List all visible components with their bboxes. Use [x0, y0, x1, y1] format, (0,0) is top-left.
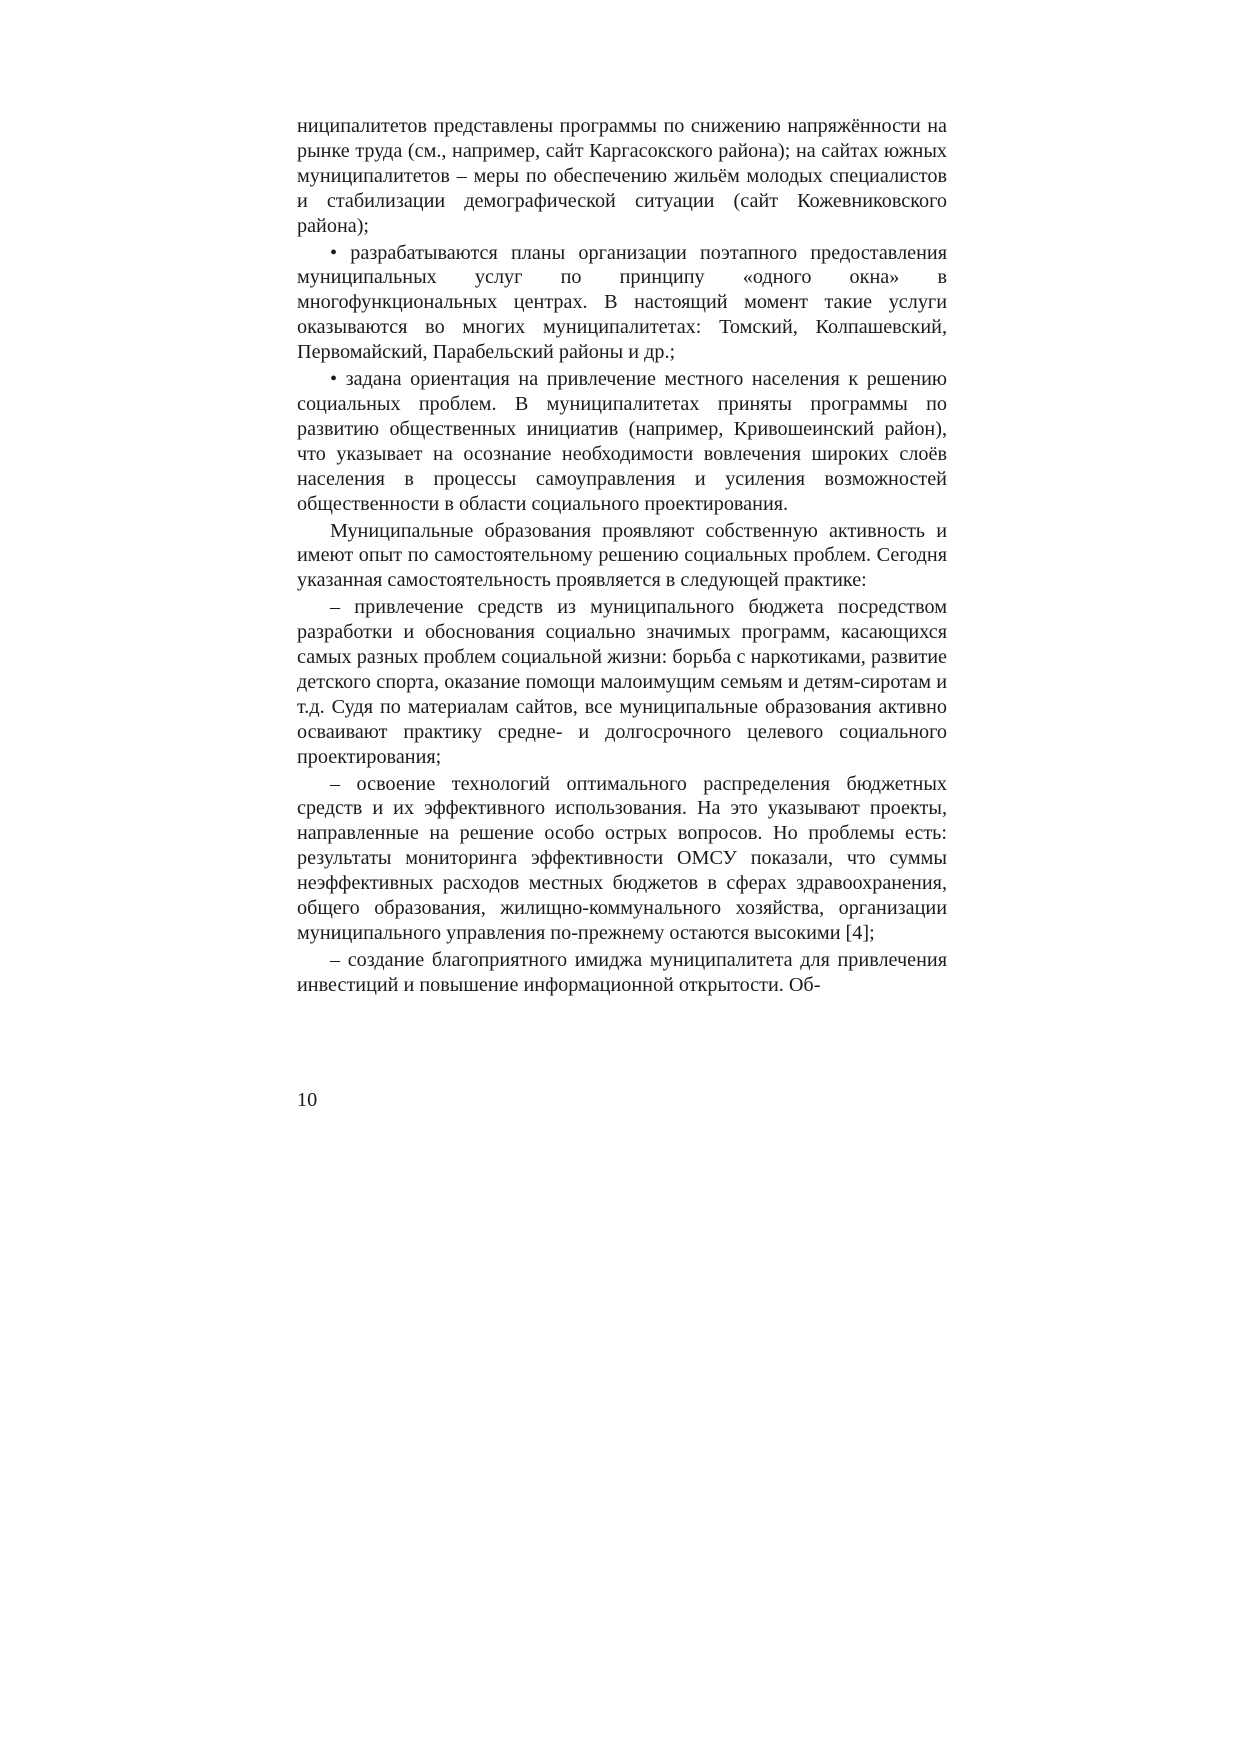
paragraph-dash-budget-technologies: – освоение технологий оптимального распределения бюджетных средств и их эффективного использования. На это указывают проекты, направленные на решение особо острых вопросов. Но проблемы есть: результаты мониторинга эффективности ОМСУ показали, что суммы неэффективных расходов местных бюджетов в сферах здравоохранения, общего образования, жилищно-коммунального хозяйства, организации муниципального управления по-прежнему остаются высокими [4]; — [297, 772, 947, 944]
paragraph-dash-budget-funds: – привлечение средств из муниципального бюджета посредством разработки и обоснования социально значимых программ, касающихся самых разных проблем социальной жизни: борьба с наркотиками, развитие детского спорта, оказание помощи малоимущим семьям и детям-сиротам и т.д. Судя по материалам сайтов, все муниципальные образования активно осваивают практику средне- и долгосрочного целевого социального проектирования; — [297, 596, 947, 768]
paragraph-continued: ниципалитетов представлены программы по снижению напряжённости на рынке труда (см., например, сайт Каргасокского района); на сайтах южных муниципалитетов – меры по обеспечению жильём молодых специалистов и стабилизации демографической ситуации (сайт Кожевниковского района); — [297, 115, 947, 237]
body-text — [297, 114, 947, 1000]
paragraph-bullet-one-window: • разрабатываются планы организации поэтапного предоставления муниципальных услуг по принципу «одного окна» в многофункциональных центрах. В настоящий момент такие услуги оказываются во многих муниципалитетах: Томский, Колпашевский, Первомайский, Парабельский районы и др.; — [297, 241, 947, 364]
paragraph-dash-image: – создание благоприятного имиджа муниципалитета для привлечения инвестиций и повышение информационной открытости. Об- — [297, 948, 947, 996]
page-number: 10 — [297, 1089, 318, 1111]
paragraph-bullet-local-population: • задана ориентация на привлечение местного населения к решению социальных проблем. В муниципалитетах приняты программы по развитию общественных инициатив (например, Кривошеинский район), что указывает на осознание необходимости вовлечения широких слоёв населения в процессы самоуправления и усиления возможностей общественности в области социального проектирования. — [297, 368, 947, 515]
paragraph-municipal-activity: Муниципальные образования проявляют собственную активность и имеют опыт по самостоятельному решению социальных проблем. Сегодня указанная самостоятельность проявляется в следующей практике: — [297, 519, 947, 592]
